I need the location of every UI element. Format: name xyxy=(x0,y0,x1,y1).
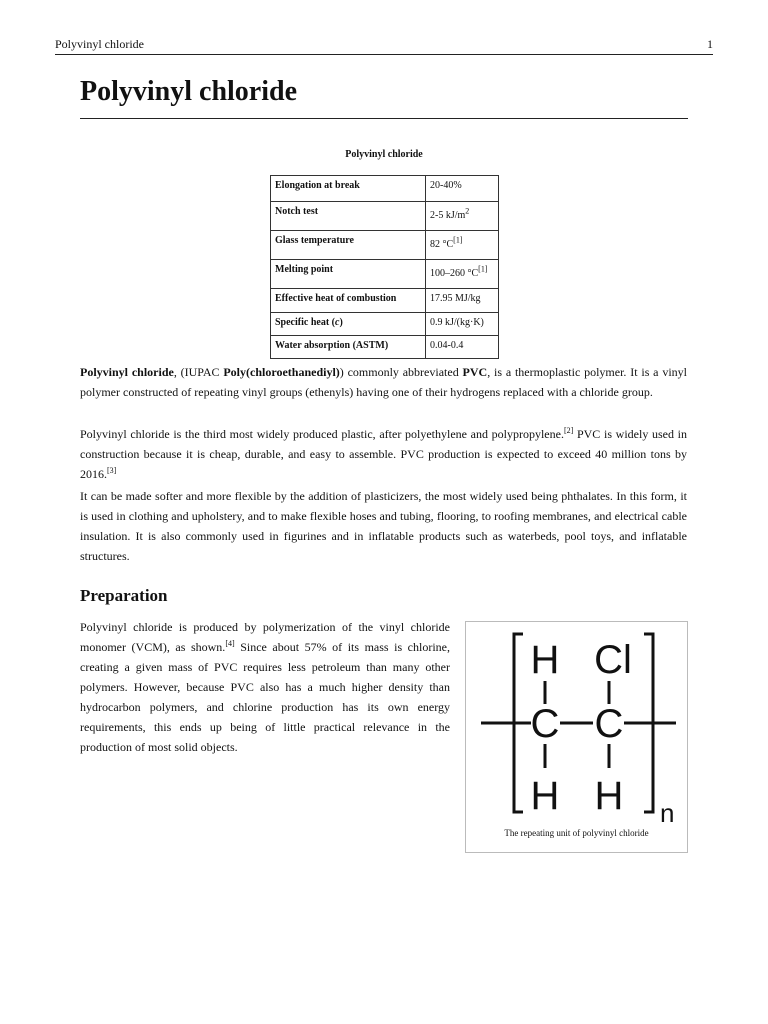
citation-link[interactable]: [1] xyxy=(478,264,488,274)
infobox-value: 0.9 kJ/(kg·K) xyxy=(426,313,499,336)
infobox-row xyxy=(271,260,499,289)
structure-figure xyxy=(465,621,688,853)
citation-link[interactable]: [3] xyxy=(107,466,117,475)
running-head-title: Polyvinyl chloride xyxy=(55,37,144,51)
pvc-structure-diagram xyxy=(466,622,687,827)
infobox-value: 17.95 MJ/kg xyxy=(426,289,499,313)
infobox-row xyxy=(271,289,499,313)
body-text: Since about 57% of its mass is chlorine, creating a given mass of PVC requires less petroleum than many other polymers. However, because PVC also has a much higher density than hydrocarbon polymers, and chlorine production has its own energy requirements, this ends up being of little practical relevance in the production of most solid objects. xyxy=(80,640,450,754)
citation-link[interactable]: [1] xyxy=(453,235,463,245)
atom-h-bottom-right: H xyxy=(594,774,624,818)
page-title: Polyvinyl chloride xyxy=(80,76,297,107)
atom-h-bottom-left: H xyxy=(530,774,560,818)
body-text: PVC is widely used in construction because it is cheap, durable, and easy to assemble. PVC production is expected to exceed 40 million tons by 2016. xyxy=(80,427,687,481)
atom-c-left: C xyxy=(530,702,560,746)
subscript-n: n xyxy=(660,798,675,827)
citation-link[interactable]: [2] xyxy=(563,426,574,435)
preparation-paragraph xyxy=(80,617,450,757)
value-text: 2-5 kJ/m xyxy=(430,210,466,221)
infobox-label: Melting point xyxy=(271,260,426,289)
figure-caption: The repeating unit of polyvinyl chloride xyxy=(504,828,649,838)
atom-cl: Cl xyxy=(594,638,632,682)
atom-h-top: H xyxy=(530,638,560,682)
body-text: Polyvinyl chloride is produced by polymerization of the vinyl chloride monomer (VCM), as shown. xyxy=(80,620,450,654)
infobox-value xyxy=(426,260,499,289)
section-heading-preparation: Preparation xyxy=(80,586,168,605)
value-superscript: 2 xyxy=(465,206,470,216)
bold-term: Polyvinyl chloride xyxy=(80,365,174,379)
infobox-row xyxy=(271,231,499,260)
body-text: , (IUPAC xyxy=(173,365,224,379)
infobox-row xyxy=(271,336,499,359)
page-number: 1 xyxy=(707,37,713,51)
label-text: Specific heat ( xyxy=(275,317,335,328)
citation-link[interactable]: [4] xyxy=(225,639,235,648)
infobox-value: 20-40% xyxy=(426,176,499,202)
intro-paragraph-1 xyxy=(80,362,687,402)
label-italic: c xyxy=(335,317,340,328)
label-text: ) xyxy=(339,317,343,328)
value-text: 100–260 °C xyxy=(430,268,479,279)
infobox-label: Elongation at break xyxy=(271,176,426,202)
title-rule xyxy=(80,118,688,119)
infobox-label: Notch test xyxy=(271,202,426,231)
header-rule xyxy=(55,54,713,55)
infobox-label xyxy=(271,313,426,336)
running-head xyxy=(55,37,713,55)
infobox-label: Glass temperature xyxy=(271,231,426,260)
body-text: ) commonly abbreviated xyxy=(339,365,463,379)
bold-term: Poly(chloroethanediyl) xyxy=(223,365,340,379)
infobox-value: 0.04-0.4 xyxy=(426,336,499,359)
infobox-value xyxy=(426,231,499,260)
value-text: 82 °C xyxy=(430,239,454,250)
infobox-caption: Polyvinyl chloride xyxy=(345,149,423,160)
infobox-label: Effective heat of combustion xyxy=(271,289,426,313)
bold-term: PVC xyxy=(462,365,488,379)
infobox-label: Water absorption (ASTM) xyxy=(271,336,426,359)
atom-c-right: C xyxy=(594,702,624,746)
infobox-value xyxy=(426,202,499,231)
intro-paragraph-3: It can be made softer and more flexible by the addition of plasticizers, the most widely used being phthalates. In this form, it is used in clothing and upholstery, and to make flexible hoses and tubing, flooring, to roofing membranes, and electrical cable insulation. It is also commonly used in figurines and in inflatable products such as waterbeds, pool toys, and inflatable structures. xyxy=(80,489,687,563)
body-text: , is a thermoplastic polymer. It is a vinyl polymer constructed of repeating vinyl groups (ethenyls) having one of their hydrogens replaced with a chloride group. xyxy=(80,365,687,399)
infobox-row xyxy=(271,176,499,202)
infobox-row xyxy=(271,202,499,231)
infobox-row xyxy=(271,313,499,336)
infobox-table xyxy=(270,175,499,359)
intro-paragraph-2 xyxy=(80,424,687,484)
body-text: Polyvinyl chloride is the third most widely produced plastic, after polyethylene and polypropylene. xyxy=(80,427,564,441)
